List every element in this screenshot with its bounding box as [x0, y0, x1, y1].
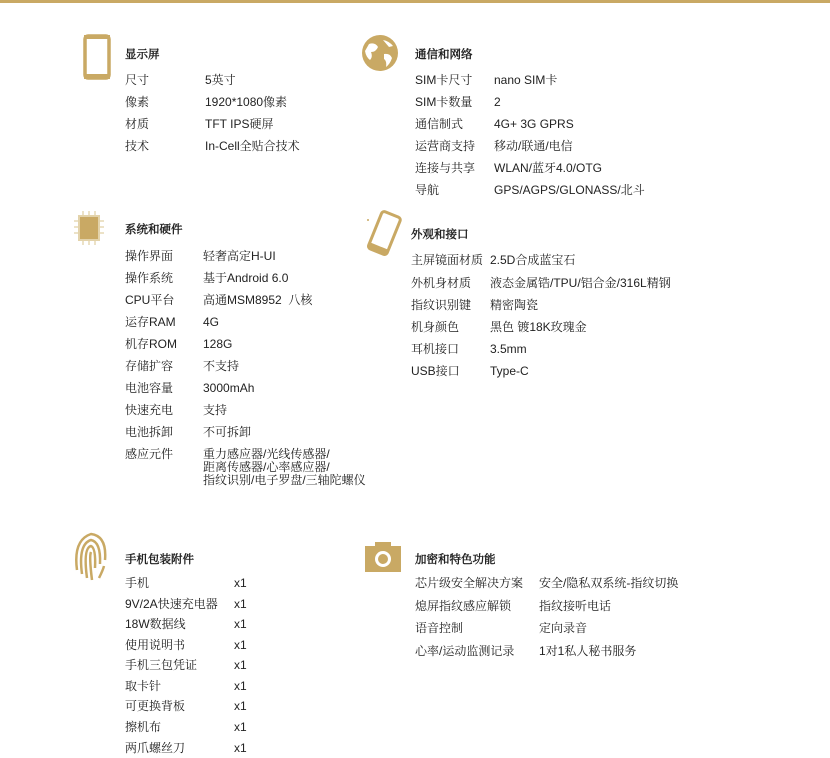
spec-label: 尺寸 — [125, 73, 150, 87]
spec-label: 技术 — [125, 139, 150, 153]
spec-value: Type-C — [490, 364, 529, 378]
spec-value: 距离传感器/心率感应器/ — [203, 460, 330, 474]
spec-value: 1920*1080像素 — [205, 95, 288, 109]
spec-value: 不支持 — [203, 359, 240, 373]
spec-value: 轻奢高定H-UI — [203, 249, 276, 263]
spec-label: CPU平台 — [125, 293, 175, 307]
spec-value: 4G — [203, 315, 220, 329]
item-quantity: x1 — [234, 679, 247, 693]
spec-label: 机存ROM — [125, 337, 177, 351]
spec-value: 指纹识别/电子罗盘/三轴陀螺仪 — [203, 473, 366, 487]
spec-value: nano SIM卡 — [494, 73, 558, 87]
fingerprint-icon — [73, 530, 109, 582]
spec-value: TFT IPS硬屏 — [205, 117, 274, 131]
spec-value: WLAN/蓝牙4.0/OTG — [494, 161, 603, 175]
spec-value: 3000mAh — [203, 381, 255, 395]
spec-label: 感应元件 — [125, 447, 174, 461]
section-title: 系统和硬件 — [125, 224, 183, 236]
spec-value: 不可拆卸 — [203, 425, 252, 439]
section-title: 外观和接口 — [411, 229, 469, 241]
phone-icon — [83, 34, 111, 80]
item-quantity: x1 — [234, 638, 247, 652]
item-label: 手机 — [125, 576, 150, 590]
item-label: 可更换背板 — [125, 699, 186, 713]
chip-icon — [73, 211, 105, 245]
spec-value: 液态金属锆/TPU/铝合金/316L精钢 — [490, 276, 671, 290]
spec-label: SIM卡数量 — [415, 95, 473, 109]
spec-value: 2.5D合成蓝宝石 — [490, 253, 576, 267]
spec-label: 操作界面 — [125, 249, 174, 263]
spec-label: 材质 — [125, 117, 150, 131]
tilted-phone-icon — [364, 209, 404, 259]
item-label: 取卡针 — [125, 679, 162, 693]
section-title: 通信和网络 — [415, 49, 473, 61]
spec-label: 连接与共享 — [415, 161, 476, 175]
spec-label: 主屏镜面材质 — [411, 253, 484, 267]
spec-label: 快速充电 — [125, 403, 174, 417]
feature-label: 语音控制 — [415, 621, 464, 635]
spec-value: 基于Android 6.0 — [203, 271, 289, 285]
spec-label: 运存RAM — [125, 315, 176, 329]
spec-value: 2 — [494, 95, 501, 109]
spec-label: 机身颜色 — [411, 320, 460, 334]
section-title: 手机包装附件 — [125, 554, 194, 566]
feature-value: 指纹接听电话 — [539, 599, 612, 613]
spec-value: 128G — [203, 337, 233, 351]
spec-label: SIM卡尺寸 — [415, 73, 473, 87]
item-label: 两爪螺丝刀 — [125, 741, 186, 755]
feature-label: 熄屏指纹感应解锁 — [415, 599, 512, 613]
feature-value: 安全/隐私双系统-指纹切换 — [539, 576, 679, 590]
spec-label: USB接口 — [411, 364, 460, 378]
item-quantity: x1 — [234, 741, 247, 755]
spec-label: 耳机接口 — [411, 342, 460, 356]
spec-value: GPS/AGPS/GLONASS/北斗 — [494, 183, 645, 197]
item-quantity: x1 — [234, 597, 247, 611]
spec-label: 外机身材质 — [411, 276, 472, 290]
item-label: 9V/2A快速充电器 — [125, 597, 218, 611]
section-title: 显示屏 — [125, 49, 160, 61]
spec-label: 导航 — [415, 183, 440, 197]
globe-icon — [361, 34, 399, 72]
feature-value: 1对1私人秘书服务 — [539, 644, 637, 658]
feature-label: 芯片级安全解决方案 — [415, 576, 524, 590]
spec-value: 黑色 镀18K玫瑰金 — [490, 320, 587, 334]
spec-value: 3.5mm — [490, 342, 527, 356]
spec-value: 移动/联通/电信 — [494, 139, 573, 153]
spec-value: 4G+ 3G GPRS — [494, 117, 574, 131]
item-quantity: x1 — [234, 699, 247, 713]
spec-label: 指纹识别键 — [411, 298, 472, 312]
camera-icon — [365, 542, 401, 572]
spec-label: 电池拆卸 — [125, 425, 174, 439]
spec-label: 存储扩容 — [125, 359, 174, 373]
item-label: 使用说明书 — [125, 638, 186, 652]
item-quantity: x1 — [234, 658, 247, 672]
section-title: 加密和特色功能 — [415, 554, 496, 566]
item-label: 手机三包凭证 — [125, 658, 198, 672]
spec-label: 运营商支持 — [415, 139, 476, 153]
spec-value: 高通MSM8952 八核 — [203, 293, 313, 307]
item-quantity: x1 — [234, 720, 247, 734]
item-quantity: x1 — [234, 576, 247, 590]
spec-value: In-Cell全贴合技术 — [205, 139, 300, 153]
spec-value: 5英寸 — [205, 73, 236, 87]
top-divider — [0, 0, 830, 3]
item-label: 擦机布 — [125, 720, 162, 734]
feature-label: 心率/运动监测记录 — [415, 644, 515, 658]
feature-value: 定向录音 — [539, 621, 588, 635]
item-quantity: x1 — [234, 617, 247, 631]
spec-label: 电池容量 — [125, 381, 174, 395]
spec-value: 支持 — [203, 403, 228, 417]
spec-value: 重力感应器/光线传感器/ — [203, 447, 330, 461]
spec-label: 通信制式 — [415, 117, 464, 131]
item-label: 18W数据线 — [125, 617, 186, 631]
spec-value: 精密陶瓷 — [490, 298, 539, 312]
spec-label: 像素 — [125, 95, 150, 109]
spec-label: 操作系统 — [125, 271, 174, 285]
